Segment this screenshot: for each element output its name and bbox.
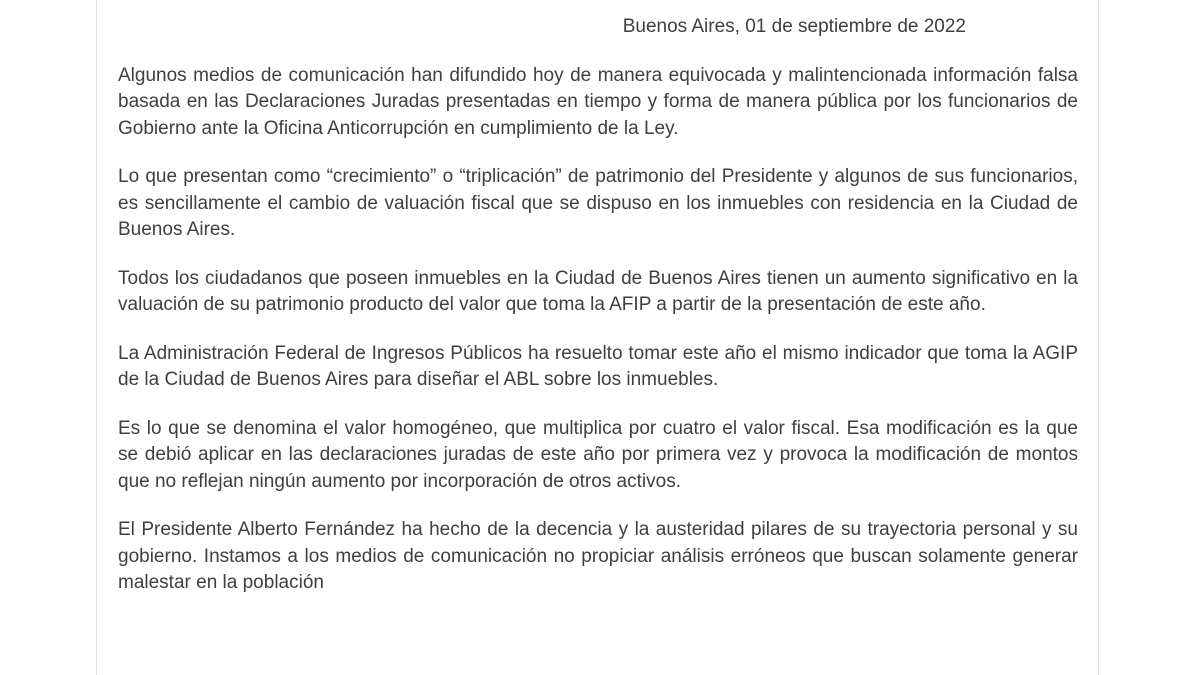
paragraph-1: Algunos medios de comunicación han difundido hoy de manera equivocada y malintencionada información falsa basada en las Declaraciones Juradas presentadas en tiempo y forma de manera pública por los funcionarios de Gobierno ante la Oficina Anticorrupción en cumplimiento de la Ley. bbox=[118, 64, 1078, 139]
paragraph-5: Es lo que se denomina el valor homogéneo, que multiplica por cuatro el valor fiscal. Esa modificación es la que se debió aplicar en las declaraciones juradas de este año por primera vez y provoca la modificación de montos que no reflejan ningún aumento por incorporación de otros activos. bbox=[118, 417, 1078, 492]
paragraph-4: La Administración Federal de Ingresos Públicos ha resuelto tomar este año el mismo indicador que toma la AGIP de la Ciudad de Buenos Aires para diseñar el ABL sobre los inmuebles. bbox=[118, 342, 1078, 390]
paragraph-6: El Presidente Alberto Fernández ha hecho de la decencia y la austeridad pilares de su trayectoria personal y su gobierno. Instamos a los medios de comunicación no propiciar análisis erróneos que buscan solamente generar malestar en la población bbox=[118, 519, 1078, 593]
dateline: Buenos Aires, 01 de septiembre de 2022 bbox=[622, 16, 966, 37]
letter-body bbox=[118, 14, 1078, 619]
paragraph-3: Todos los ciudadanos que poseen inmuebles en la Ciudad de Buenos Aires tienen un aumento significativo en la valuación de su patrimonio producto del valor que toma la AFIP a partir de la presentación de este año. bbox=[118, 267, 1078, 315]
paragraph-2: Lo que presentan como “crecimiento” o “triplicación” de patrimonio del Presidente y algunos de sus funcionarios, es sencillamente el cambio de valuación fiscal que se dispuso en los inmuebles con residencia en la Ciudad de Buenos Aires. bbox=[118, 166, 1078, 240]
